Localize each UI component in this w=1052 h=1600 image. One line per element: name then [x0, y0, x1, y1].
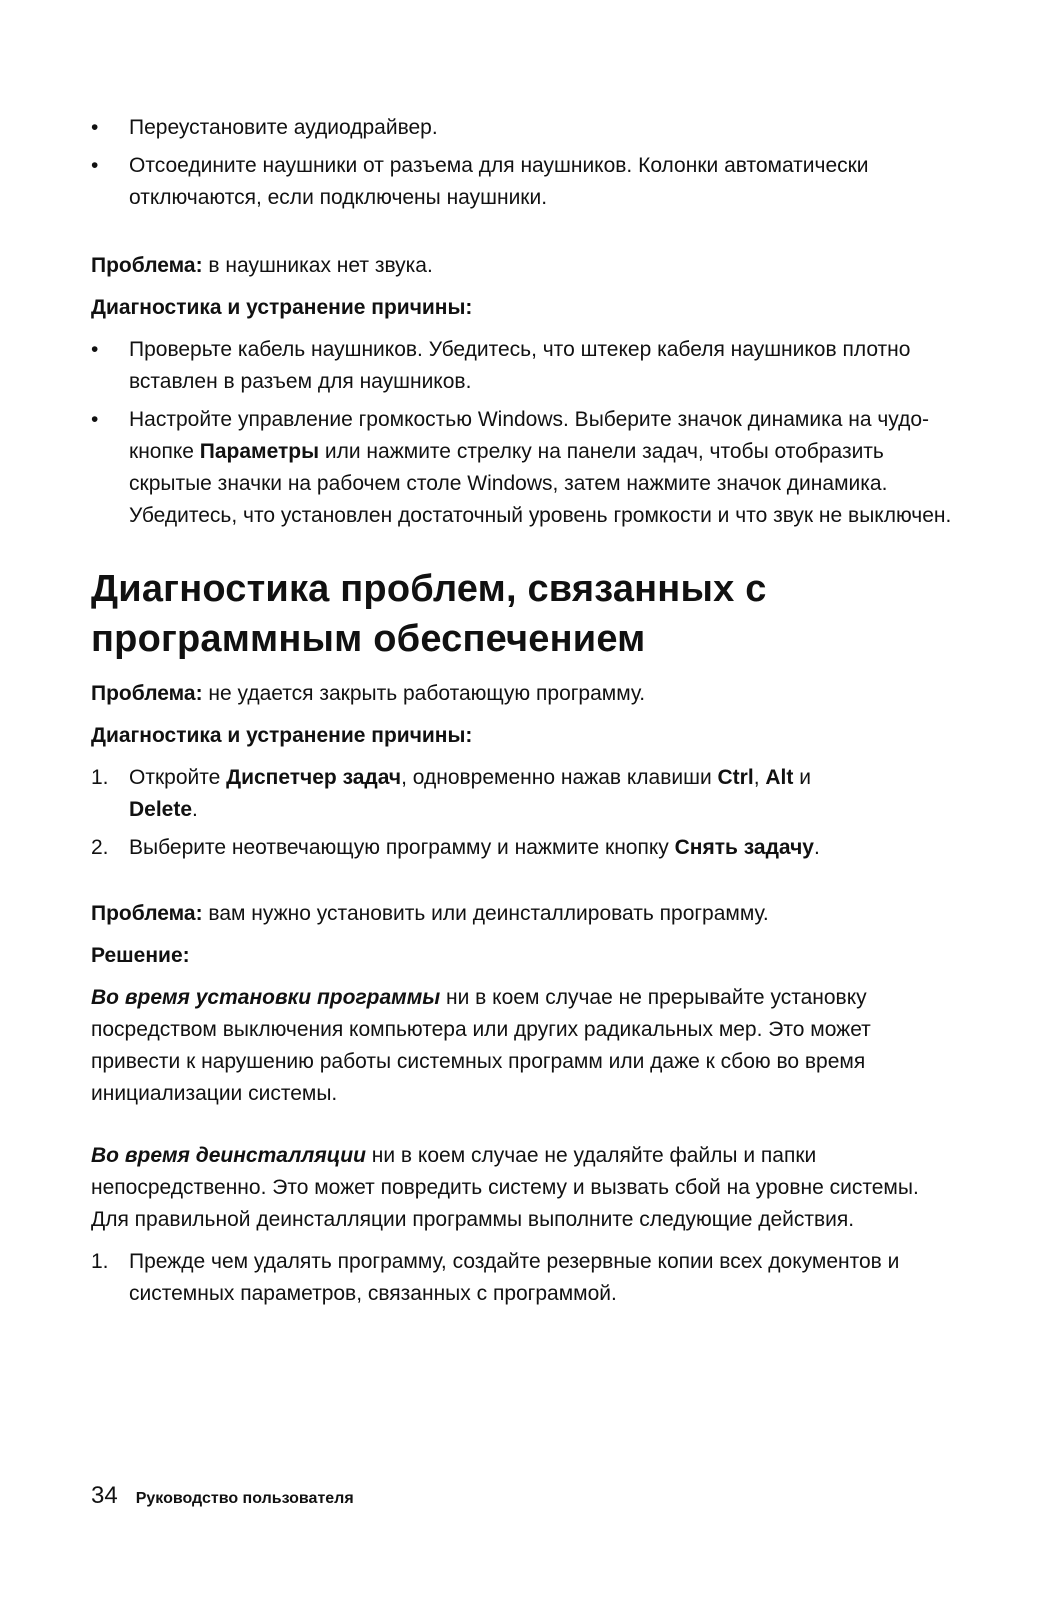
page-footer — [91, 1482, 354, 1510]
list-number: 1. — [91, 766, 109, 789]
list-item-text: Проверьте кабель наушников. Убедитесь, что штекер кабеля наушников плотно вставлен в разъем для наушников. — [129, 338, 911, 393]
uninstall-lead: Во время деинсталляции — [91, 1144, 366, 1167]
numbered-list-uninstall — [91, 1246, 961, 1310]
list-item — [91, 1246, 961, 1310]
key-alt: Alt — [765, 766, 794, 789]
section-title: Диагностика проблем, связанных с программным обеспечением — [91, 568, 767, 660]
list-item-text: Отсоедините наушники от разъема для наушников. Колонки автоматически отключаются, если подключены наушники. — [129, 154, 869, 209]
numbered-list-diagnostics-2 — [91, 762, 961, 864]
uninstall-note: Для правильной деинсталляции программы выполните следующие действия. — [91, 1208, 855, 1231]
footer-title: Руководство пользователя — [135, 1490, 354, 1507]
page-number: 34 — [91, 1482, 118, 1509]
list-item — [91, 832, 961, 864]
install-paragraph — [91, 982, 961, 1110]
list-item-text: Настройте управление громкостью Windows. Выберите значок динамика на чудо-кнопке — [129, 408, 930, 463]
list-item — [91, 334, 961, 398]
bullet-list-diagnostics-1 — [91, 334, 961, 532]
key-ctrl: Ctrl — [717, 766, 754, 789]
problem-label: Проблема: — [91, 902, 203, 925]
problem-text: не удается закрыть работающую программу. — [202, 682, 646, 705]
list-item-text: . — [813, 836, 820, 859]
diagnostics-heading-2: Диагностика и устранение причины: — [91, 724, 473, 747]
problem-statement-1 — [91, 250, 961, 282]
list-item-text: и — [793, 766, 811, 789]
list-item-text: или нажмите стрелку на панели задач, чтобы отобразить скрытые значки на рабочем столе Windows, затем нажмите значок динамика. Убедитесь, что установлен достаточный уровень громкости и что звук не выключен. — [129, 440, 952, 527]
list-item — [91, 404, 961, 532]
problem-text: в наушниках нет звука. — [202, 254, 433, 277]
list-number: 1. — [91, 1250, 109, 1273]
list-item — [91, 150, 961, 214]
install-lead: Во время установки программы — [91, 986, 441, 1009]
key-delete: Delete — [129, 798, 193, 821]
list-item-text: Переустановите аудиодрайвер. — [129, 116, 438, 139]
problem-label: Проблема: — [91, 254, 203, 277]
bullet-list-top — [91, 112, 961, 214]
problem-text: вам нужно установить или деинсталлировать программу. — [202, 902, 769, 925]
task-manager-term: Диспетчер задач — [226, 766, 402, 789]
uninstall-text: ни в коем случае не удаляйте файлы и папки непосредственно. Это может повредить систему и вызвать сбой на уровне системы. — [91, 1144, 919, 1199]
list-number: 2. — [91, 836, 109, 859]
list-item-text: Прежде чем удалять программу, создайте резервные копии всех документов и системных параметров, связанных с программой. — [129, 1250, 900, 1305]
solution-heading: Решение: — [91, 944, 190, 967]
problem-statement-2 — [91, 678, 961, 710]
list-item-text: Откройте — [129, 766, 227, 789]
list-item — [91, 112, 961, 144]
list-item-text: . — [192, 798, 198, 821]
install-text: ни в коем случае не прерывайте установку посредством выключения компьютера или других радикальных мер. Это может привести к нарушению работы системных программ или даже к сбою во время инициализации системы. — [91, 986, 871, 1105]
problem-label: Проблема: — [91, 682, 203, 705]
diagnostics-heading-1: Диагностика и устранение причины: — [91, 296, 473, 319]
settings-term: Параметры — [199, 440, 320, 463]
uninstall-paragraph — [91, 1140, 961, 1204]
end-task-term: Снять задачу — [674, 836, 814, 859]
list-item-text: , — [753, 766, 766, 789]
page-content — [91, 112, 961, 1316]
list-item-text: , одновременно нажав клавиши — [401, 766, 718, 789]
list-item — [91, 762, 961, 826]
problem-statement-3 — [91, 898, 961, 930]
list-item-text: Выберите неотвечающую программу и нажмите кнопку — [129, 836, 675, 859]
